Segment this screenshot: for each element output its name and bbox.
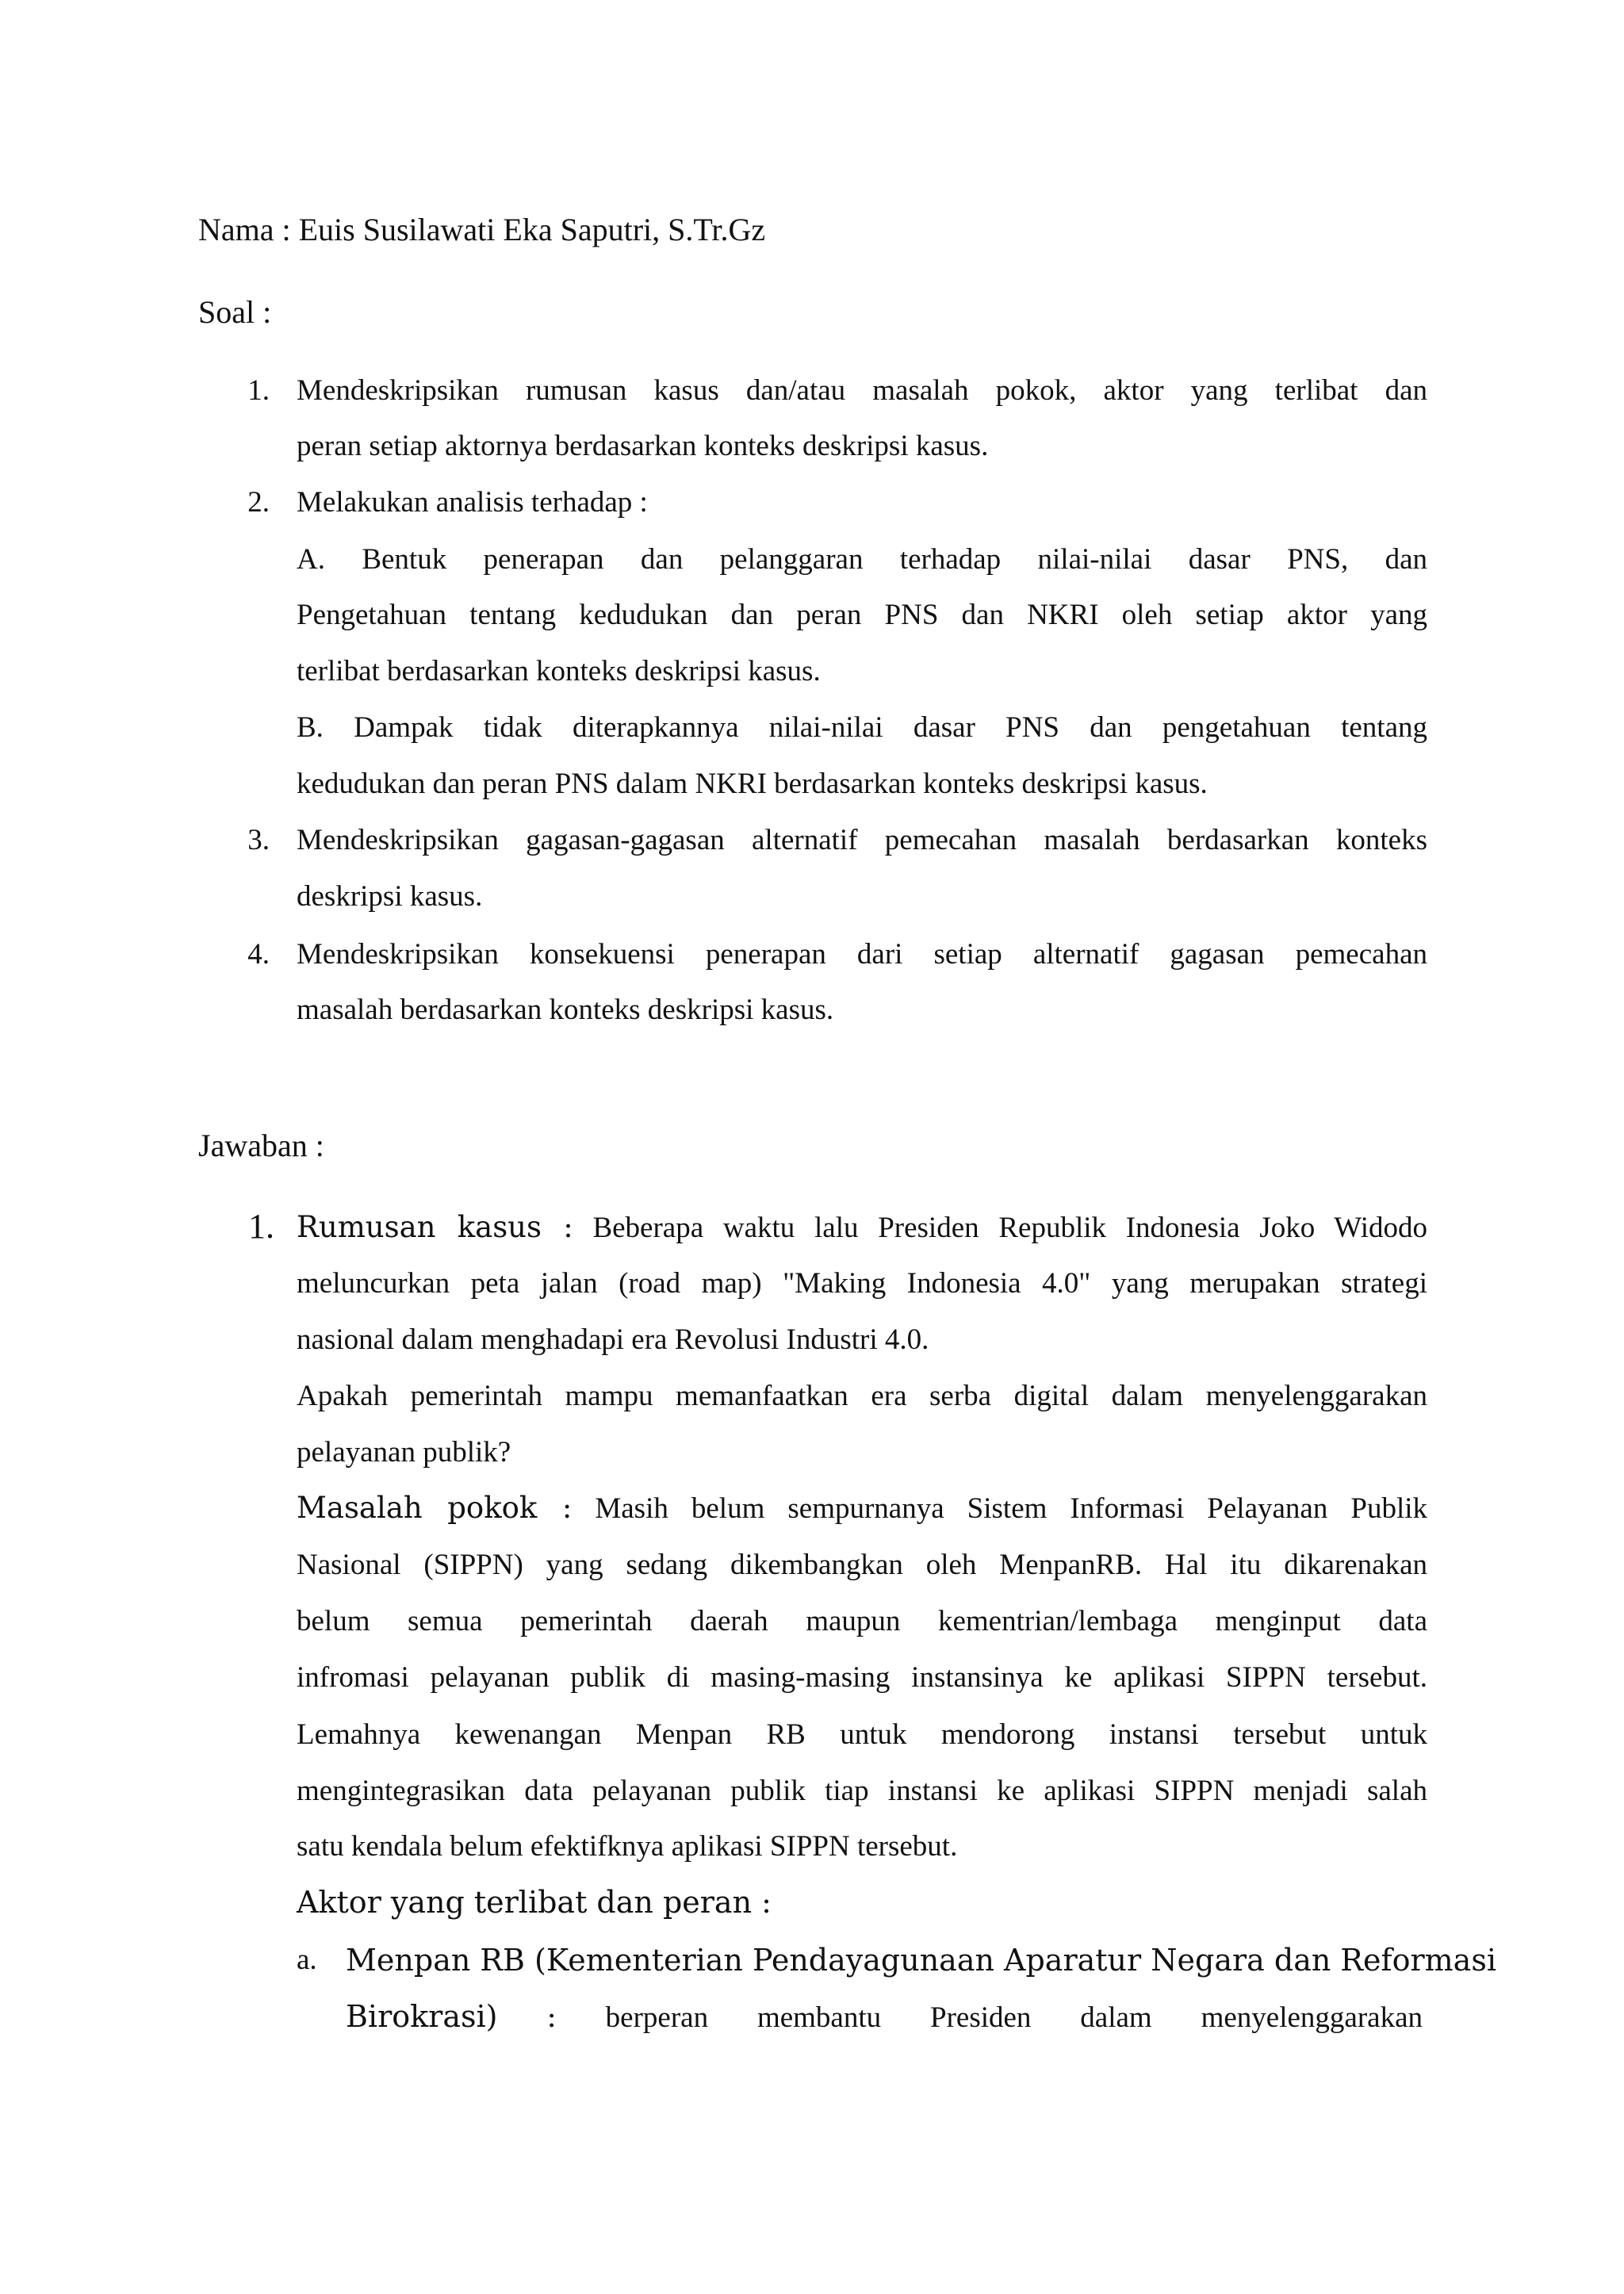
soal-item-1-line-1: Mendeskripsikan rumusan kasus dan/atau masalah pokok, aktor yang terlibat dan bbox=[297, 374, 1427, 407]
jawaban-heading: Jawaban : bbox=[198, 1128, 324, 1163]
soal-item-2b-line-2: kedudukan dan peran PNS dalam NKRI berdasarkan konteks deskripsi kasus. bbox=[297, 768, 1208, 800]
rumusan-line-1 bbox=[297, 1209, 1427, 1247]
soal-item-3-number: 3. bbox=[247, 824, 270, 856]
masalah-pokok-label: Masalah pokok : bbox=[297, 1491, 573, 1525]
soal-item-4-line-2: masalah berdasarkan konteks deskripsi kasus. bbox=[297, 994, 834, 1026]
soal-item-2-line-1: Melakukan analisis terhadap : bbox=[297, 486, 648, 519]
masalah-line-7: satu kendala belum efektifknya aplikasi SIPPN tersebut. bbox=[297, 1830, 958, 1863]
aktor-a-marker: a. bbox=[297, 1944, 317, 1976]
masalah-line-1-text: Masih belum sempurnanya Sistem Informasi Pelayanan Publik bbox=[595, 1492, 1428, 1525]
masalah-line-3: belum semua pemerintah daerah maupun kementrian/lembaga menginput data bbox=[297, 1605, 1427, 1637]
name-line: Nama : Euis Susilawati Eka Saputri, S.Tr.Gz bbox=[198, 212, 766, 247]
jawaban-item-1-number: 1. bbox=[248, 1207, 274, 1246]
soal-item-1-number: 1. bbox=[247, 374, 270, 407]
soal-item-3-line-1: Mendeskripsikan gagasan-gagasan alternatif pemecahan masalah berdasarkan konteks bbox=[297, 824, 1427, 856]
soal-item-4-line-1: Mendeskripsikan konsekuensi penerapan dari setiap alternatif gagasan pemecahan bbox=[297, 938, 1427, 971]
aktor-a-line-2 bbox=[346, 1998, 1423, 2036]
rumusan-line-3: nasional dalam menghadapi era Revolusi Industri 4.0. bbox=[297, 1323, 929, 1356]
aktor-a-line-2-text: berperan membantu Presiden dalam menyelenggarakan bbox=[605, 2001, 1423, 2034]
birokrasi-colon: : bbox=[546, 2000, 557, 2034]
soal-item-2a-line-3: terlibat berdasarkan konteks deskripsi kasus. bbox=[297, 655, 821, 687]
soal-item-4-number: 4. bbox=[247, 938, 270, 971]
masalah-line-5: Lemahnya kewenangan Menpan RB untuk mendorong instansi tersebut untuk bbox=[297, 1718, 1427, 1751]
birokrasi-label: Birokrasi) bbox=[346, 1999, 498, 2034]
soal-heading: Soal : bbox=[198, 294, 272, 330]
soal-item-1-line-2: peran setiap aktornya berdasarkan konteks deskripsi kasus. bbox=[297, 430, 989, 462]
rumusan-kasus-label: Rumusan kasus : bbox=[297, 1210, 573, 1244]
soal-item-2b-line-1: B. Dampak tidak diterapkannya nilai-nilai dasar PNS dan pengetahuan tentang bbox=[297, 711, 1427, 744]
soal-item-2a-line-1: A. Bentuk penerapan dan pelanggaran terhadap nilai-nilai dasar PNS, dan bbox=[297, 543, 1427, 576]
masalah-line-4: infromasi pelayanan publik di masing-masing instansinya ke aplikasi SIPPN tersebut. bbox=[297, 1661, 1427, 1694]
masalah-line-6: mengintegrasikan data pelayanan publik tiap instansi ke aplikasi SIPPN menjadi salah bbox=[297, 1775, 1427, 1807]
question-line-2: pelayanan publik? bbox=[297, 1436, 511, 1469]
aktor-heading: Aktor yang terlibat dan peran : bbox=[297, 1885, 772, 1920]
aktor-a-line-1: Menpan RB (Kementerian Pendayagunaan Aparatur Negara dan Reformasi bbox=[346, 1943, 1496, 1978]
question-line-1: Apakah pemerintah mampu memanfaatkan era serba digital dalam menyelenggarakan bbox=[297, 1380, 1427, 1412]
rumusan-line-1-text: Beberapa waktu lalu Presiden Republik Indonesia Joko Widodo bbox=[592, 1212, 1427, 1244]
masalah-line-1 bbox=[297, 1490, 1427, 1527]
soal-item-2-number: 2. bbox=[247, 486, 270, 519]
soal-item-2a-line-2: Pengetahuan tentang kedudukan dan peran PNS dan NKRI oleh setiap aktor yang bbox=[297, 599, 1427, 631]
rumusan-line-2: meluncurkan peta jalan (road map) "Making Indonesia 4.0" yang merupakan strategi bbox=[297, 1267, 1427, 1300]
soal-item-3-line-2: deskripsi kasus. bbox=[297, 880, 483, 913]
masalah-line-2: Nasional (SIPPN) yang sedang dikembangkan oleh MenpanRB. Hal itu dikarenakan bbox=[297, 1549, 1427, 1581]
